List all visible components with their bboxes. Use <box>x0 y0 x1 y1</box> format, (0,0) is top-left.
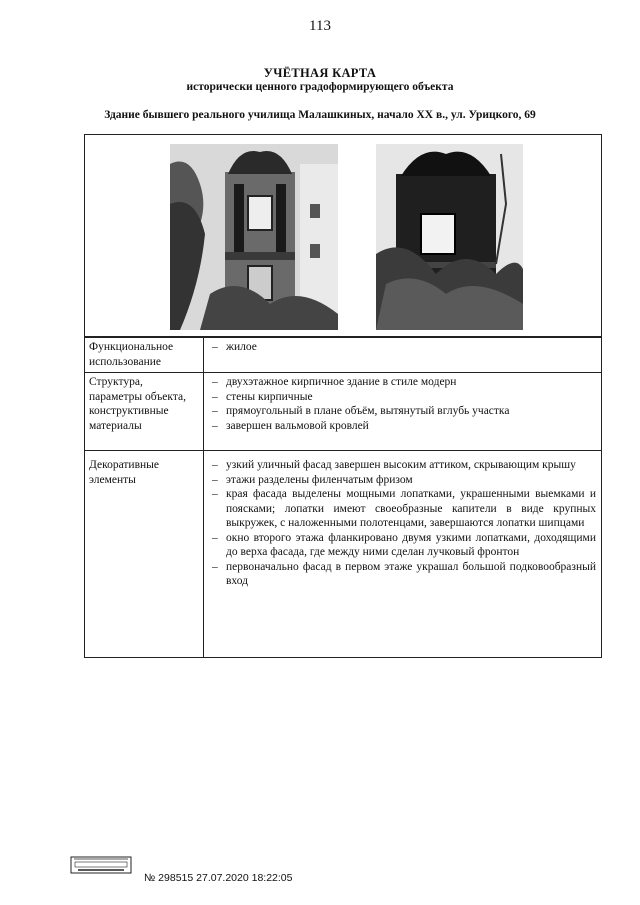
document-title: УЧЁТНАЯ КАРТА <box>263 66 377 80</box>
list-item: – края фасада выделены мощными лопатками, украшенными выемками и поясками; лопатки имеют своеобразные капители в виде крупных выкружек, с наложенными полотенцами, завершаются лопатки шипцами <box>212 488 596 529</box>
list-item: – узкий уличный фасад завершен высоким аттиком, скрывающим крышу <box>212 459 576 471</box>
row-value <box>204 338 602 373</box>
list-item: – прямоугольный в плане объём, вытянутый вглубь участка <box>212 405 510 417</box>
page-number: 113 <box>309 18 331 34</box>
table-row <box>85 373 602 451</box>
object-name: Здание бывшего реального училища Малашкиных, начало XX в., ул. Урицкого, 69 <box>104 109 536 121</box>
row-label: Декоративные элементы <box>85 451 204 658</box>
building-photo-right <box>376 144 523 330</box>
list-item: – окно второго этажа фланкировано двумя узкими лопатками, доходящими до верха фасада, где между ними сделан лучковый фронтон <box>212 531 596 558</box>
document-subtitle: исторически ценного градоформирующего объекта <box>186 81 454 93</box>
list-item: – этажи разделены филенчатым фризом <box>212 473 413 486</box>
document-number: № 298515 27.07.2020 18:22:05 <box>144 872 293 884</box>
registration-stamp <box>70 856 132 874</box>
building-photo-left <box>170 144 338 330</box>
row-value <box>204 451 602 658</box>
list-item: – двухэтажное кирпичное здание в стиле модерн <box>212 376 457 388</box>
properties-table <box>84 337 602 658</box>
row-label: Функциональное использование <box>85 338 204 373</box>
list-item: – стены кирпичные <box>212 390 313 403</box>
list-item: – первоначально фасад в первом этаже украшал большой подковообразный вход <box>212 560 596 587</box>
table-row <box>85 451 602 658</box>
list-item: – завершен вальмовой кровлей <box>212 419 369 432</box>
photo-frame <box>84 134 602 337</box>
row-value <box>204 373 602 451</box>
list-item: – жилое <box>212 341 257 353</box>
row-label: Структура, параметры объекта, конструктивные материалы <box>85 373 204 451</box>
table-row <box>85 338 602 373</box>
